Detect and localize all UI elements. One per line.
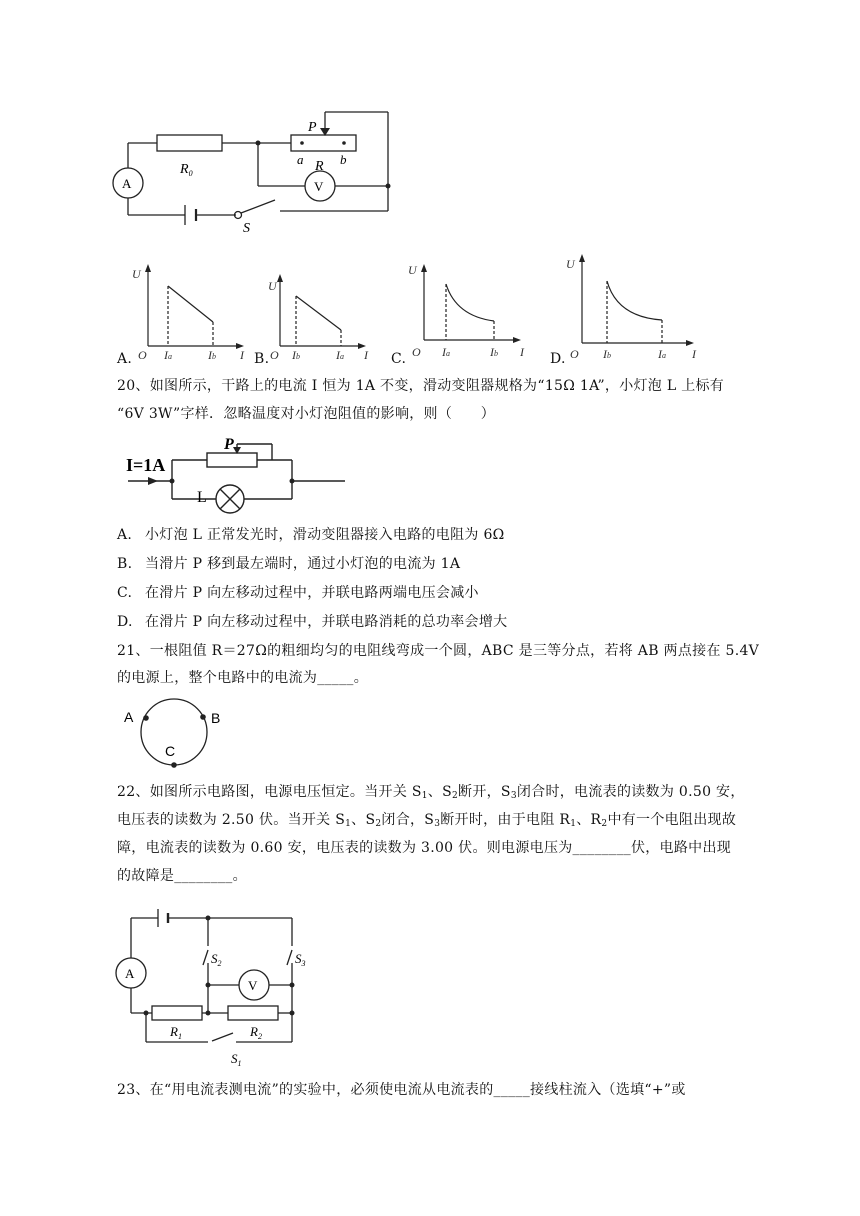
q20-option-c <box>117 583 479 603</box>
q19-circuit-diagram <box>0 0 860 260</box>
q20-option-b-letter: B. <box>117 556 133 572</box>
q21-label-C: C <box>165 743 176 759</box>
q22-l2-s3: 3 <box>434 819 441 829</box>
q19-voltmeter-label: V <box>314 179 324 194</box>
q20-stem-line2: “6V 3W”字样．忽略温度对小灯泡阻值的影响，则（ ） <box>117 406 496 422</box>
q19-c-tick1: Ia <box>442 345 450 359</box>
q19-d-tick2: Ia <box>658 347 666 361</box>
q19-a-axis-i: I <box>240 348 244 362</box>
q19-option-c-letter: C. <box>391 351 407 367</box>
q22-l2-e: 、R <box>576 812 602 828</box>
q22-l2-r1: 1 <box>570 819 577 829</box>
q20-option-b-text: 当滑片 P 移到最左端时，通过小灯泡的电流为 1A <box>145 556 461 572</box>
q22-voltmeter-label: V <box>248 978 258 993</box>
q19-d-axis-i: I <box>692 347 696 361</box>
q19-label-b: b <box>340 152 347 167</box>
q19-b-axis-u: U <box>268 279 277 293</box>
q19-label-R: R <box>315 159 324 174</box>
q20-option-d-text: 在滑片 P 向左移动过程中，并联电路消耗的总功率会增大 <box>145 614 508 630</box>
q19-a-tick2: Ib <box>208 348 216 362</box>
q21-label-B: B <box>211 710 221 726</box>
q19-d-axis-u: U <box>566 257 575 271</box>
q22-l1-a: 22、如图所示电路图，电源电压恒定。当开关 S <box>117 784 422 800</box>
q22-l2-c: 闭合，S <box>381 812 435 828</box>
q19-c-axis-i: I <box>520 345 524 359</box>
q22-l2-r2: 2 <box>601 819 608 829</box>
q22-l1-s3: 3 <box>510 791 517 801</box>
q19-c-axis-u: U <box>408 263 417 277</box>
q20-option-c-text: 在滑片 P 向左移动过程中，并联电路两端电压会减小 <box>145 585 479 601</box>
q19-d-origin: O <box>570 347 579 361</box>
q19-a-origin: O <box>138 348 147 362</box>
q22-stem-line1 <box>117 782 745 806</box>
q20-option-a-letter: A. <box>117 527 133 543</box>
q22-l2-a: 电压表的读数为 2.50 伏。当开关 S <box>117 812 346 828</box>
q19-c-tick2: Ib <box>490 345 498 359</box>
q19-b-tick1: Ib <box>292 348 300 362</box>
q22-stem-line3: 障，电流表的读数为 0.60 安，电压表的读数为 3.00 伏。则电源电压为________伏，电路中出现 <box>117 840 732 856</box>
q19-a-axis-u: U <box>132 267 141 281</box>
q22-stem-line2 <box>117 810 736 834</box>
q20-option-b <box>117 554 460 574</box>
q22-l2-b: 、S <box>351 812 376 828</box>
q20-option-d <box>117 612 507 632</box>
q20-stem-line1: 20、如图所示，干路上的电流 I 恒为 1A 不变，滑动变阻器规格为“15Ω 1A”，小灯泡 L 上标有 <box>117 378 725 394</box>
q22-label-S3: $S_3$ <box>295 951 306 968</box>
q22-ammeter-label: A <box>125 966 135 981</box>
q21-stem-line2: 的电源上，整个电路中的电流为_____。 <box>117 670 368 686</box>
q19-label-R0: $R_0$ <box>180 162 193 178</box>
q19-b-axis-i: I <box>364 348 368 362</box>
q20-option-a <box>117 525 505 545</box>
q19-c-origin: O <box>412 345 421 359</box>
q19-b-origin: O <box>270 348 279 362</box>
q22-l1-c: 断开，S <box>458 784 511 800</box>
q22-l2-d: 断开时，由于电阻 R <box>440 812 571 828</box>
q22-label-S1: $S_1$ <box>231 1051 242 1068</box>
q22-l1-s1: 1 <box>421 791 428 801</box>
q19-a-tick1: Ia <box>164 348 172 362</box>
q19-label-P: P <box>308 120 317 135</box>
q23-stem-line1: 23、在“用电流表测电流”的实验中，必须使电流从电流表的_____接线柱流入（选填“+”或 <box>117 1082 686 1098</box>
q20-option-c-letter: C. <box>117 585 133 601</box>
q19-option-a-letter: A. <box>117 351 133 367</box>
q22-label-S2: $S_2$ <box>211 951 222 968</box>
q19-d-tick1: Ib <box>603 347 611 361</box>
q20-current-label: I=1A <box>126 455 166 475</box>
q20-circuit-diagram <box>0 436 860 526</box>
q20-option-a-text: 小灯泡 L 正常发光时，滑动变阻器接入电路的电阻为 6Ω <box>145 527 505 543</box>
q19-label-a: a <box>297 152 304 167</box>
q22-l1-s2: 2 <box>452 791 459 801</box>
q22-l2-s1: 1 <box>345 819 352 829</box>
q22-l2-s2: 2 <box>375 819 382 829</box>
q19-b-tick2: Ia <box>336 348 344 362</box>
q21-circle-diagram <box>0 700 860 780</box>
q22-label-R2: $R_2$ <box>250 1024 262 1041</box>
q22-l1-b: 、S <box>427 784 452 800</box>
q21-label-A: A <box>124 709 134 725</box>
q22-label-R1: $R_1$ <box>170 1024 182 1041</box>
q19-option-d-letter: D. <box>550 351 566 367</box>
q22-l1-d: 闭合时，电流表的读数为 0.50 安， <box>516 784 745 800</box>
q19-option-b-letter: B. <box>254 351 270 367</box>
q19-ammeter-label: A <box>122 176 132 191</box>
q21-stem-line1: 21、一根阻值 R＝27Ω的粗细均匀的电阻线弯成一个圆，ABC 是三等分点，若将 AB 两点接在 5.4V <box>117 643 760 659</box>
q20-label-P: P <box>224 436 234 453</box>
q22-stem-line4: 的故障是________。 <box>117 868 247 884</box>
q20-label-L: L <box>197 489 207 506</box>
q19-switch-label: S <box>243 221 250 236</box>
q20-option-d-letter: D. <box>117 614 133 630</box>
q22-l2-f: 中有一个电阻出现故 <box>607 812 737 828</box>
q22-circuit-diagram <box>0 900 860 1100</box>
